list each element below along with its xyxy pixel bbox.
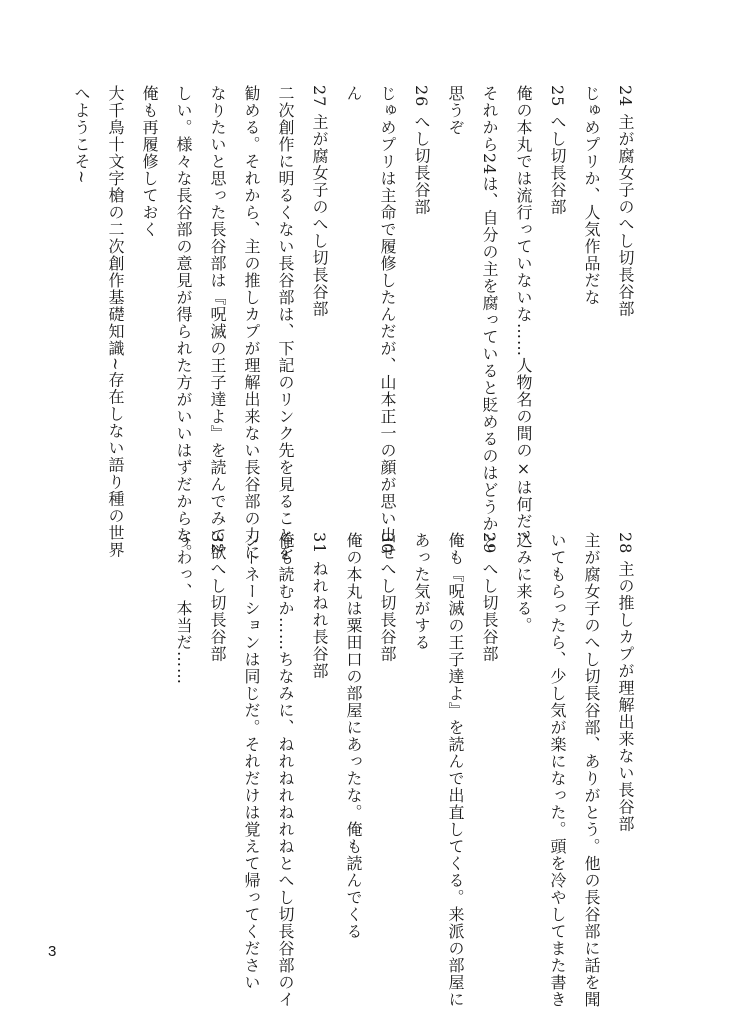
post-29-header: 29 へし切長谷部 xyxy=(480,532,499,663)
post-27-body: 俺も再履修しておく xyxy=(140,85,159,238)
post-25-header: 25 へし切長谷部 xyxy=(548,85,567,216)
post-24-body: じゅめプリか、人気作品だな xyxy=(582,85,601,306)
post-25-body: それから24は、自分の主を腐っていると貶めるのはどうかと xyxy=(480,85,499,550)
post-27-body: しい。様々な長谷部の意見が得られた方がいいはずだからな。 xyxy=(174,85,193,561)
post-31-header: 31 ねれねれ長谷部 xyxy=(310,532,329,680)
post-28-body: 主が腐女子のへし切長谷部、ありがとう。他の長谷部に話を聞 xyxy=(582,532,601,1008)
post-28-header: 28 主の推しカプが理解出来ない長谷部 xyxy=(616,532,635,833)
post-30-body: 俺の本丸は粟田口の部屋にあったな。俺も読んでくる xyxy=(344,532,363,940)
post-30-header: 30 へし切長谷部 xyxy=(378,532,397,663)
lower-text-block xyxy=(166,532,642,1008)
post-27-header: 27 主が腐女子のへし切長谷部 xyxy=(310,85,329,318)
post-25-body: 俺の本丸では流行っていないな……人物名の間の×は何だ? xyxy=(514,85,533,540)
post-31-body: 俺も読むか……ちなみに、ねれねれねれねとへし切長谷部のイ xyxy=(276,532,295,1008)
post-28-body: いてもらったら、少し気が楽になった。頭を冷やしてまた書き xyxy=(548,532,567,1008)
post-26-body: じゅめプリは主命で履修したんだが、山本正一の顔が思い出せ xyxy=(378,85,397,561)
post-27-body: なりたいと思った長谷部は『呪滅の王子達よ』を読んでみて欲 xyxy=(208,85,227,561)
post-29-body: 俺も『呪滅の王子達よ』を読んで出直してくる。来派の部屋に xyxy=(446,532,465,1008)
post-31-body: ントネーションは同じだ。それだけは覚えて帰ってください xyxy=(242,532,261,991)
post-28-body: 込みに来る。 xyxy=(514,532,533,634)
post-32-body: うわっ、本当だ…… xyxy=(174,532,193,685)
upper-text-block xyxy=(64,85,642,561)
post-27-body: 勧める。それから、主の推しカプが理解出来ない長谷部の力に xyxy=(242,85,261,561)
post-26-header: 26 へし切長谷部 xyxy=(412,85,431,216)
link-title[interactable]: へようこそ~ xyxy=(72,85,91,185)
post-27-body: 二次創作に明るくない長谷部は、下記のリンク先を見ることを xyxy=(276,85,295,561)
post-26-body: ん xyxy=(344,85,363,102)
page-number: 3 xyxy=(48,943,57,960)
link-title[interactable]: 大千鳥十文字槍の二次創作基礎知識~存在しない語り種の世界 xyxy=(106,85,125,559)
post-32-header: 32 へし切長谷部 xyxy=(208,532,227,663)
post-29-body: あった気がする xyxy=(412,532,431,651)
post-24-header: 24 主が腐女子のへし切長谷部 xyxy=(616,85,635,318)
post-25-body: 思うぞ xyxy=(446,85,465,136)
